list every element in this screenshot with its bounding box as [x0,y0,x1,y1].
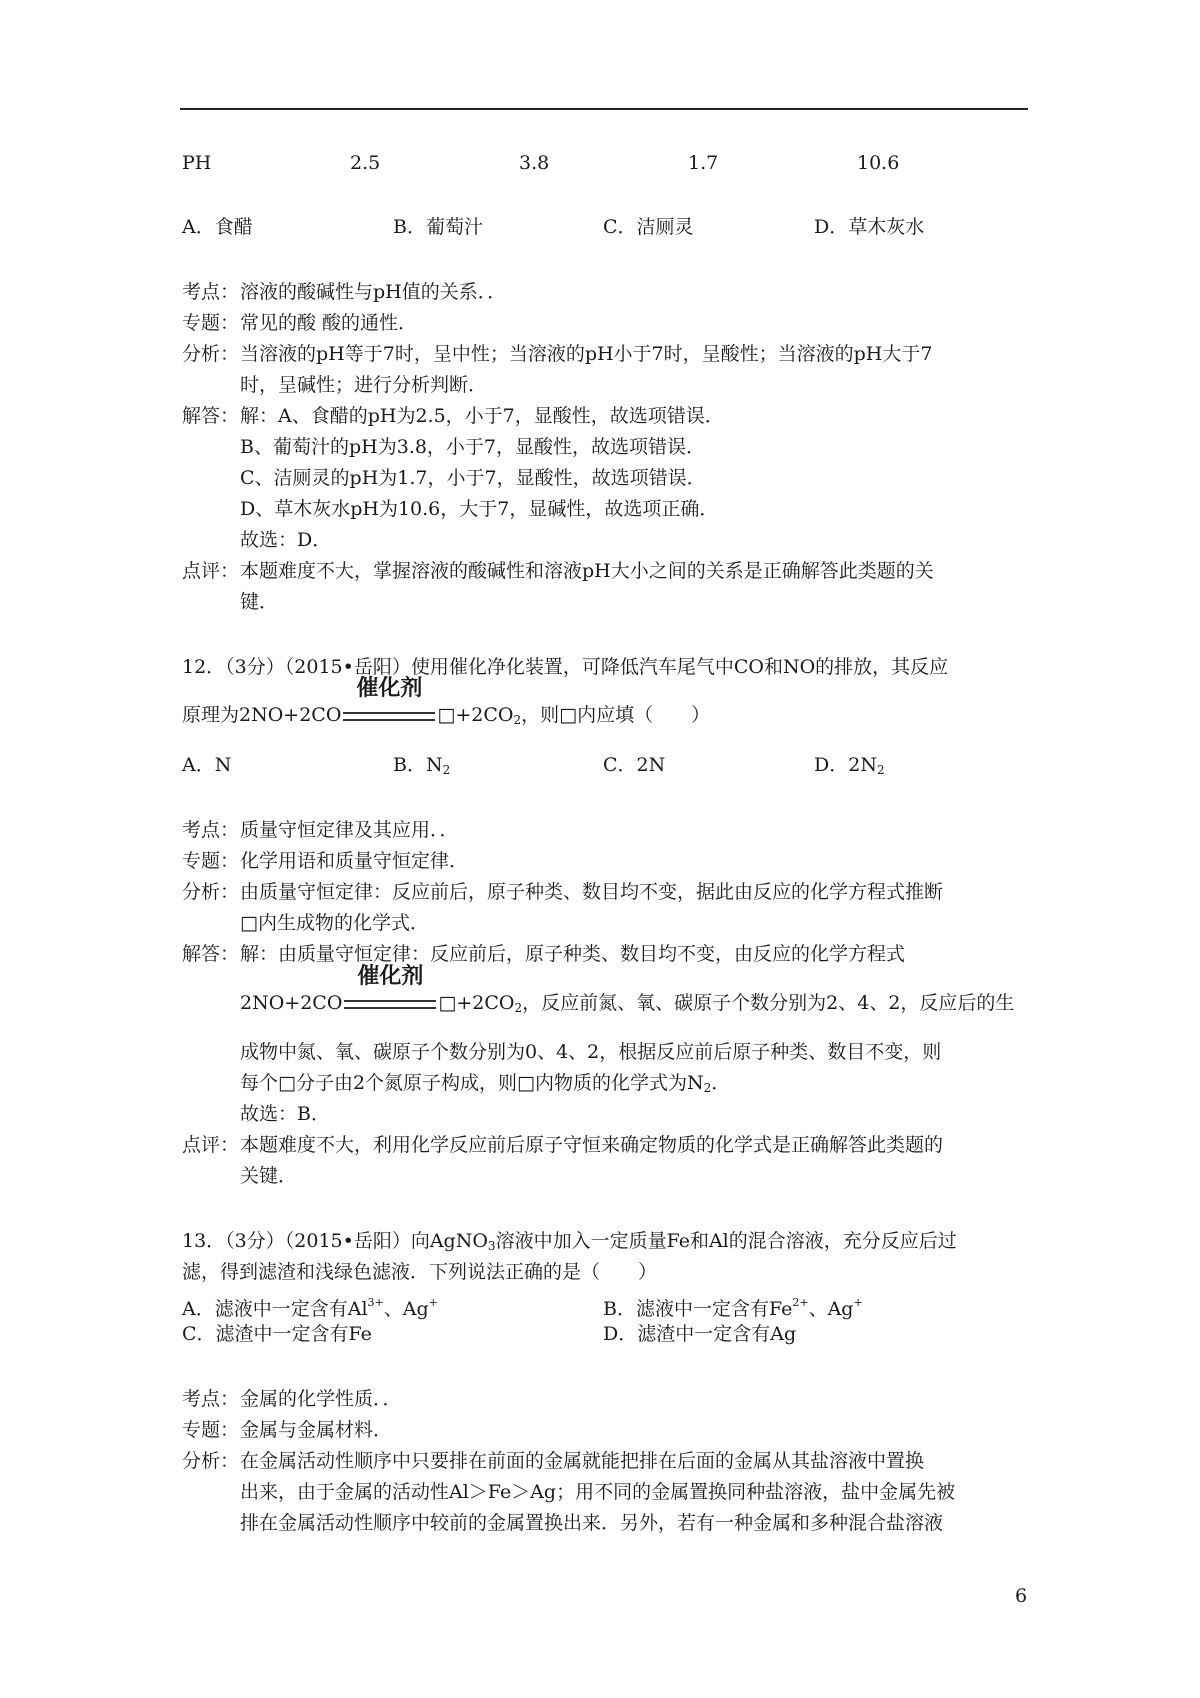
dianping-text: 关键． [240,1165,298,1187]
kaodian-text: 质量守恒定律及其应用．． [240,819,459,841]
kaodian-text: 溶液的酸碱性与pH值的关系．． [240,281,507,303]
jieda-text: B、葡萄汁的pH为3.8，小于7，显酸性，故选项错误． [240,436,706,458]
dianping-label: 点评： [182,560,240,582]
catalyst-label: 催化剂 [357,964,424,989]
q13-option-a [182,1290,438,1322]
zhuanti-text: 化学用语和质量守恒定律． [240,850,469,872]
q12-stem-equation [182,676,711,733]
q12-stem: 12．（3分）（2015•岳阳）使用催化净化装置，可降低汽车尾气中CO和NO的排放，其反应 [182,656,949,678]
option-text: B．N [393,754,443,776]
table-cell: 3.8 [519,152,550,174]
jieda-text: C、洁厕灵的pH为1.7，小于7，显酸性，故选项错误． [240,467,706,489]
q11-option-c: C．洁厕灵 [603,216,694,238]
fenxi-text: 由质量守恒定律：反应前后，原子种类、数目均不变，据此由反应的化学方程式推断 [240,881,944,903]
catalyst-arrow [341,676,437,728]
page-number: 6 [1015,1585,1028,1607]
zhuanti-label: 专题： [182,850,240,872]
fenxi-text: □内生成物的化学式． [240,912,429,934]
table-label: PH [182,152,212,174]
stem-part: 溶液中加入一定质量Fe和Al的混合溶液，充分反应后过 [495,1230,957,1252]
equation-reactants: 2NO+2CO [240,992,343,1014]
zhuanti-text: 常见的酸 酸的通性． [240,312,418,334]
dianping-text: 键． [240,591,279,613]
q12-option-b [393,752,450,783]
kaodian-text: 金属的化学性质．． [240,1388,402,1410]
superscript: 2+ [792,1296,809,1309]
jieda-text: D、草木灰水pH为10.6，大于7，显碱性，故选项正确． [240,498,719,520]
q12-option-c: C．2N [603,754,666,776]
equation-products: □+2CO [437,704,514,726]
fenxi-text: 时，呈碱性；进行分析判断． [240,374,488,396]
jieda-text: 解：A、食醋的pH为2.5，小于7，显酸性，故选项错误． [240,405,724,427]
subscript: 2 [513,713,522,727]
kaodian-label: 考点： [182,819,240,841]
table-cell: 1.7 [688,152,719,174]
q11-option-b: B．葡萄汁 [393,216,483,238]
option-text: 、Ag [383,1298,429,1320]
table-cell: 2.5 [350,152,381,174]
fenxi-text: 出来，由于金属的活动性Al＞Fe＞Ag；用不同的金属置换同种盐溶液，盐中金属先被 [240,1481,956,1503]
subscript: 2 [514,1001,523,1015]
q13-option-b [603,1290,863,1322]
superscript: + [853,1296,863,1309]
subscript: 2 [442,763,451,777]
equation-tail: ，反应前氮、氧、碳原子个数分别为2、4、2，反应后的生 [522,992,1015,1014]
jieda-label: 解答： [182,943,240,965]
dianping-text: 本题难度不大，掌握溶液的酸碱性和溶液pH大小之间的关系是正确解答此类题的关 [240,560,934,582]
double-line [344,1000,436,1009]
zhuanti-label: 专题： [182,312,240,334]
equation-question: ，则□内应填（ ） [521,704,711,726]
kaodian-label: 考点： [182,1388,240,1410]
table-cell: 10.6 [857,152,900,174]
option-text: A．滤液中一定含有Al [182,1298,368,1320]
jieda-text: 解：由质量守恒定律：反应前后，原子种类、数目均不变，由反应的化学方程式 [240,943,906,965]
jieda-text: 故选：B． [240,1103,330,1125]
catalyst-arrow [342,964,438,1016]
zhuanti-text: 金属与金属材料． [240,1419,393,1441]
q13-option-d: D．滤渣中一定含有Ag [603,1323,797,1345]
subscript: 2 [876,763,885,777]
superscript: 3+ [367,1296,384,1309]
header-rule [180,108,1028,110]
subscript: 3 [487,1239,496,1253]
jieda-text: 故选：D． [240,529,332,551]
q12-option-d [814,752,885,783]
option-text: D．2N [814,754,877,776]
jieda-equation [240,964,1015,1021]
q12-option-a: A．N [182,754,232,776]
q11-option-d: D．草木灰水 [814,216,925,238]
double-line [343,712,435,721]
fenxi-label: 分析： [182,343,240,365]
equation-products: □+2CO [438,992,515,1014]
kaodian-label: 考点： [182,281,240,303]
equation-reactants: 原理为2NO+2CO [182,704,342,726]
dianping-label: 点评： [182,1134,240,1156]
q13-stem [182,1228,957,1259]
catalyst-label: 催化剂 [356,676,423,701]
q11-option-a: A．食醋 [182,216,253,238]
option-text: 、Ag [808,1298,854,1320]
dianping-text: 本题难度不大，利用化学反应前后原子守恒来确定物质的化学式是正确解答此类题的 [240,1134,944,1156]
jieda-text: 成物中氮、氧、碳原子个数分别为0、4、2，根据反应前后原子种类、数目不变，则 [240,1041,942,1063]
fenxi-text: 当溶液的pH等于7时，呈中性；当溶液的pH小于7时，呈酸性；当溶液的pH大于7 [240,343,933,365]
jieda-text: 每个□分子由2个氮原子构成，则□内物质的化学式为$N_2$． [240,1072,731,1095]
jieda-text-part: 每个□分子由2个氮原子构成，则□内物质的化学式为N [240,1072,704,1094]
fenxi-label: 分析： [182,881,240,903]
jieda-label: 解答： [182,405,240,427]
superscript: + [428,1296,438,1309]
fenxi-text: 排在金属活动性顺序中较前的金属置换出来．另外，若有一种金属和多种混合盐溶液 [240,1512,944,1534]
zhuanti-label: 专题： [182,1419,240,1441]
fenxi-text: 在金属活动性顺序中只要排在前面的金属就能把排在后面的金属从其盐溶液中置换 [240,1450,925,1472]
subscript: 2 [703,1081,712,1095]
q13-stem: 滤，得到滤渣和浅绿色滤液．下列说法正确的是（ ） [182,1261,658,1283]
option-text: B．滤液中一定含有Fe [603,1298,793,1320]
fenxi-label: 分析： [182,1450,240,1472]
stem-part: 13．（3分）（2015•岳阳）向AgNO [182,1230,488,1252]
q13-option-c: C．滤渣中一定含有Fe [182,1323,372,1345]
